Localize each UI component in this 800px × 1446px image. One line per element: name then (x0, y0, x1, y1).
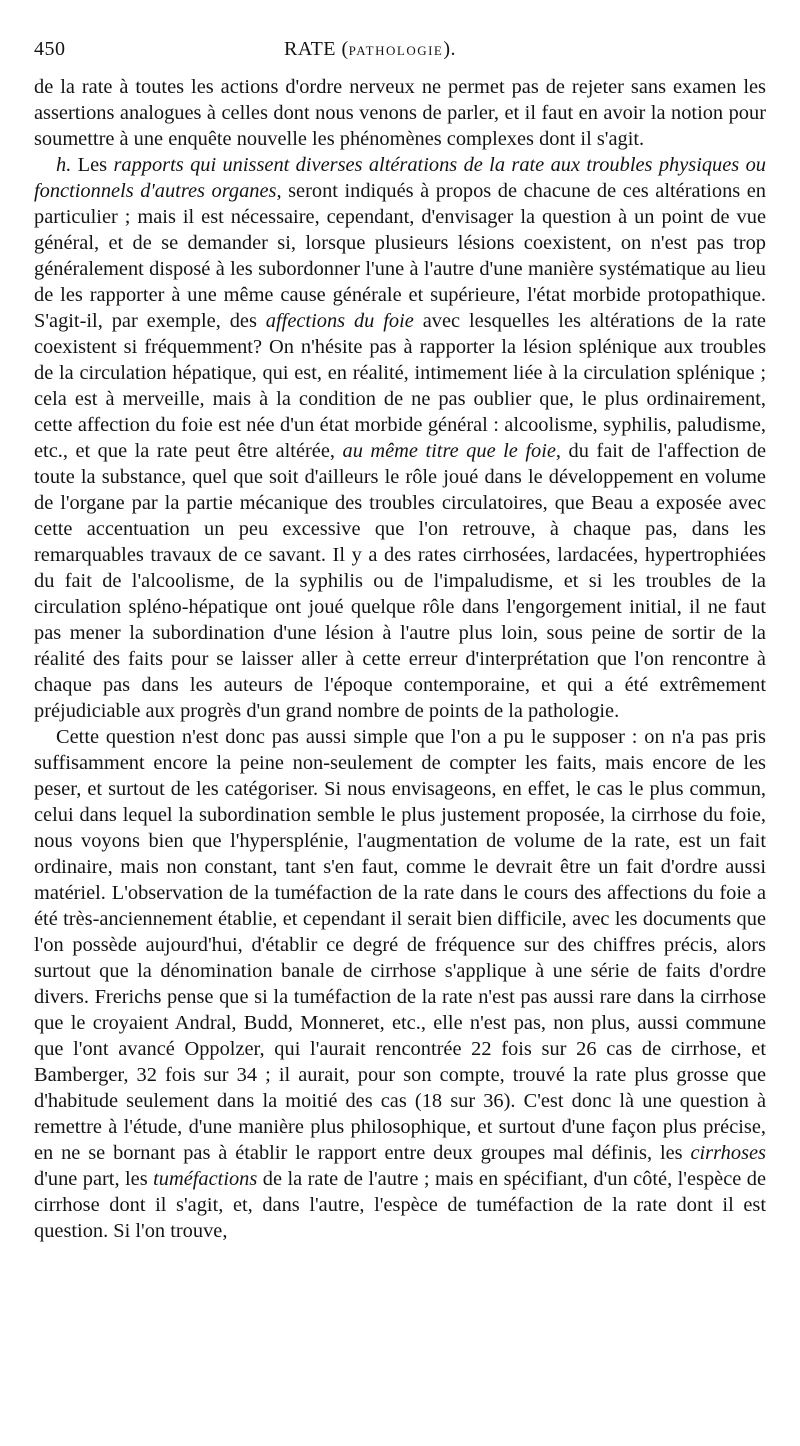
book-page (34, 38, 766, 1244)
paragraph-continuation: de la rate à toutes les actions d'ordre nerveux ne permet pas de rejeter sans examen les assertions analogues à celles dont nous venons de parler, et il faut en avoir la notion pour soumettre à une enquête nouvelle les phénomènes complexes dont il s'agit. (34, 76, 766, 150)
italic-run: affections du foie (265, 310, 414, 332)
running-title-subject: PATHOLOGIE (348, 43, 444, 58)
text-run: Les (71, 154, 114, 176)
running-title-close: ). (443, 38, 457, 60)
section-label: h. (56, 154, 72, 176)
running-title-main: RATE ( (284, 38, 349, 60)
text-run: d'une part, les (34, 1168, 154, 1190)
italic-run: cirrhoses (690, 1142, 766, 1164)
paragraph-section-h (34, 152, 766, 724)
text-run: , seront indiqués à propos de chacune de ces altérations en particulier ; mais il est nécessaire, cependant, d'envisager la question à un point de vue général, et de se demander si, lorsque plusieurs lésions coexistent, on n'est pas trop généralement disposé à les subordonner l'une à l'autre d'une manière systématique au lieu de les rapporter à une même cause générale et supérieure, l'état morbide protopathique. S'agit-il, par exemple, des (34, 180, 766, 332)
running-head (34, 38, 766, 74)
text-run: avec lesquelles les altérations de la rate coexistent si fréquemment? On n'hésite pas à rapporter la lésion splénique aux troubles de la circulation hépatique, qui est, en réalité, intimement liée à la circulation splénique ; cela est à merveille, mais à la condition de ne pas oublier que, le plus ordinairement, cette affection du foie est née d'un état morbide général : alcoolisme, syphilis, paludisme, etc., et que la rate peut être altérée, (34, 310, 766, 462)
page-number: 450 (34, 38, 66, 60)
italic-run: au même titre que le foie (342, 440, 556, 462)
running-title (284, 38, 456, 61)
italic-run: rapports qui unissent diverses altérations de la rate aux troubles physiques ou fonctionnels d'autres organes (34, 154, 766, 202)
text-run: , du fait de l'affection de toute la substance, quel que soit d'ailleurs le rôle joué dans le développement en volume de l'organe par la partie mécanique des troubles circulatoires, que Beau a exposée avec cette accentuation un peu excessive que l'on retrouve, à chaque pas, dans les remarquables travaux de ce savant. Il y a des rates cirrhosées, lardacées, hypertrophiées du fait de l'alcoolisme, de la syphilis ou de l'impaludisme, et si les troubles de la circulation spléno-hépatique ont joué quelque rôle dans l'engorgement initial, il ne faut pas mener la subordination d'une lésion à l'autre plus loin, sous peine de sortir de la réalité des faits pour se laisser aller à cette erreur d'interprétation que l'on rencontre à chaque pas dans les auteurs de l'époque contemporaine, et qui a été extrêmement préjudiciable aux progrès d'un grand nombre de points de la pathologie. (34, 440, 767, 722)
italic-run: tuméfactions (153, 1168, 258, 1190)
body-text (34, 74, 766, 1244)
text-run: Cette question n'est donc pas aussi simple que l'on a pu le supposer : on n'a pas pris suffisamment encore la peine non-seulement de compter les faits, mais encore de les peser, et surtout de les catégoriser. Si nous envisageons, en effet, le cas le plus commun, celui dans lequel la subordination semble le plus justement proposée, la cirrhose du foie, nous voyons bien que l'hypersplénie, l'augmentation de volume de la rate, est un fait ordinaire, mais non constant, tant s'en faut, comme le devrait être un fait d'ordre aussi matériel. L'observation de la tuméfaction de la rate dans le cours des affections du foie a été très-anciennement établie, et cependant il serait bien difficile, avec les documents que l'on possède aujourd'hui, d'établir ce degré de fréquence sur des chiffres précis, alors surtout que la dénomination banale de cirrhose s'applique à une série de faits d'ordre divers. Frerichs pense que si la tuméfaction de la rate n'est pas aussi rare dans la cirrhose que le croyaient Andral, Budd, Monneret, etc., elle n'est pas, non plus, aussi commune que l'ont avancé Oppolzer, qui l'aurait rencontrée 22 fois sur 26 cas de cirrhose, et Bamberger, 32 fois sur 34 ; il aurait, pour son compte, trouvé la rate plus grosse que d'habitude seulement dans la moitié des cas (18 sur 36). C'est donc là une question à remettre à l'étude, d'une manière plus philosophique, et surtout d'une façon plus précise, en ne se bornant pas à établir le rapport entre deux groupes mal définis, les (34, 726, 766, 1164)
paragraph-cirrhose (34, 724, 766, 1244)
text-run: de la rate de l'autre ; mais en spécifiant, d'un côté, l'espèce de cirrhose dont il s'agit, et, dans l'autre, l'espèce de tuméfaction de la rate dont il est question. Si l'on trouve, (34, 1168, 767, 1242)
